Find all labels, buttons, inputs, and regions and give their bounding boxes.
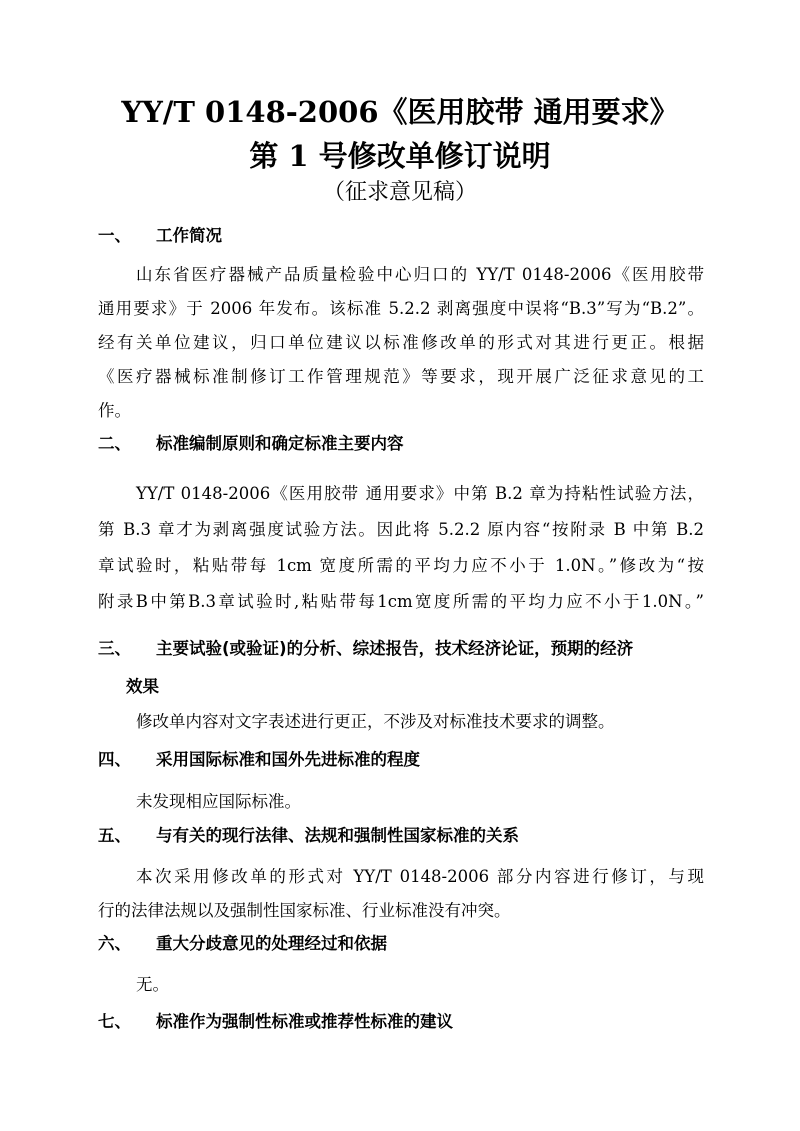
section-heading-1 (98, 220, 702, 252)
paragraph-line: 作。 (98, 401, 131, 420)
section-body-3 (98, 705, 704, 739)
section-number: 六、 (98, 934, 131, 953)
section-title: 主要试验(或验证)的分析、综述报告，技术经济论证，预期的经济 (156, 639, 634, 658)
paragraph-line: 无。 (136, 975, 169, 994)
paragraph-line: 附录B中第B.3章试验时,粘贴带每1cm宽度所需的平均力应不小于1.0N。” (98, 592, 704, 611)
paragraph-line: YY/T 0148-2006《医用胶带 通用要求》中第 B.2 章为持粘性试验方法， (136, 484, 704, 503)
section-body-2 (98, 476, 704, 620)
section-number: 一、 (98, 226, 131, 245)
section-body-6 (98, 968, 704, 1002)
document-subtitle: 第 1 号修改单修订说明 (249, 139, 551, 173)
section-title: 标准作为强制性标准或推荐性标准的建议 (156, 1012, 453, 1031)
paragraph-line: 行的法律法规以及强制性国家标准、行业标准没有冲突。 (98, 901, 511, 920)
section-heading-6 (98, 928, 702, 960)
section-title-continued: 效果 (126, 677, 159, 696)
section-heading-3 (98, 630, 702, 706)
document-title: YY/T 0148-2006《医用胶带 通用要求》 (121, 95, 679, 129)
paragraph-line: 本次采用修改单的形式对 YY/T 0148-2006 部分内容进行修订，与现 (136, 867, 704, 886)
section-title: 标准编制原则和确定标准主要内容 (156, 434, 404, 453)
paragraph-line: 章试验时，粘贴带每 1cm 宽度所需的平均力应不小于 1.0N。”修改为“按 (98, 556, 704, 575)
section-number: 三、 (98, 639, 131, 658)
section-number: 七、 (98, 1012, 131, 1031)
section-body-5 (98, 860, 704, 928)
section-number: 五、 (98, 826, 131, 845)
section-heading-5 (98, 820, 702, 852)
paragraph-line: 未发现相应国际标准。 (136, 792, 301, 811)
section-heading-7 (98, 1006, 702, 1038)
paragraph-line: 经有关单位建议，归口单位建议以标准修改单的形式对其进行更正。根据 (98, 333, 704, 352)
paragraph-line: 通用要求》于 2006 年发布。该标准 5.2.2 剥离强度中误将“B.3”写为“B.2”。 (98, 299, 704, 318)
section-title: 工作简况 (156, 226, 222, 245)
section-heading-2 (98, 428, 702, 460)
paragraph-line: 《医疗器械标准制修订工作管理规范》等要求，现开展广泛征求意见的工 (98, 367, 704, 386)
section-number: 四、 (98, 750, 131, 769)
document-status: （征求意见稿） (322, 180, 477, 205)
section-number: 二、 (98, 434, 131, 453)
paragraph-line: 第 B.3 章才为剥离强度试验方法。因此将 5.2.2 原内容“按附录 B 中第 B.2 (98, 520, 704, 539)
section-body-4 (98, 785, 704, 819)
section-body-1 (98, 258, 704, 428)
section-heading-4 (98, 744, 702, 776)
section-title: 与有关的现行法律、法规和强制性国家标准的关系 (156, 826, 519, 845)
section-title: 重大分歧意见的处理经过和依据 (156, 934, 387, 953)
paragraph-line: 山东省医疗器械产品质量检验中心归口的 YY/T 0148-2006《医用胶带 (136, 265, 704, 284)
paragraph-line: 修改单内容对文字表述进行更正，不涉及对标准技术要求的调整。 (136, 712, 615, 731)
section-title: 采用国际标准和国外先进标准的程度 (156, 750, 420, 769)
